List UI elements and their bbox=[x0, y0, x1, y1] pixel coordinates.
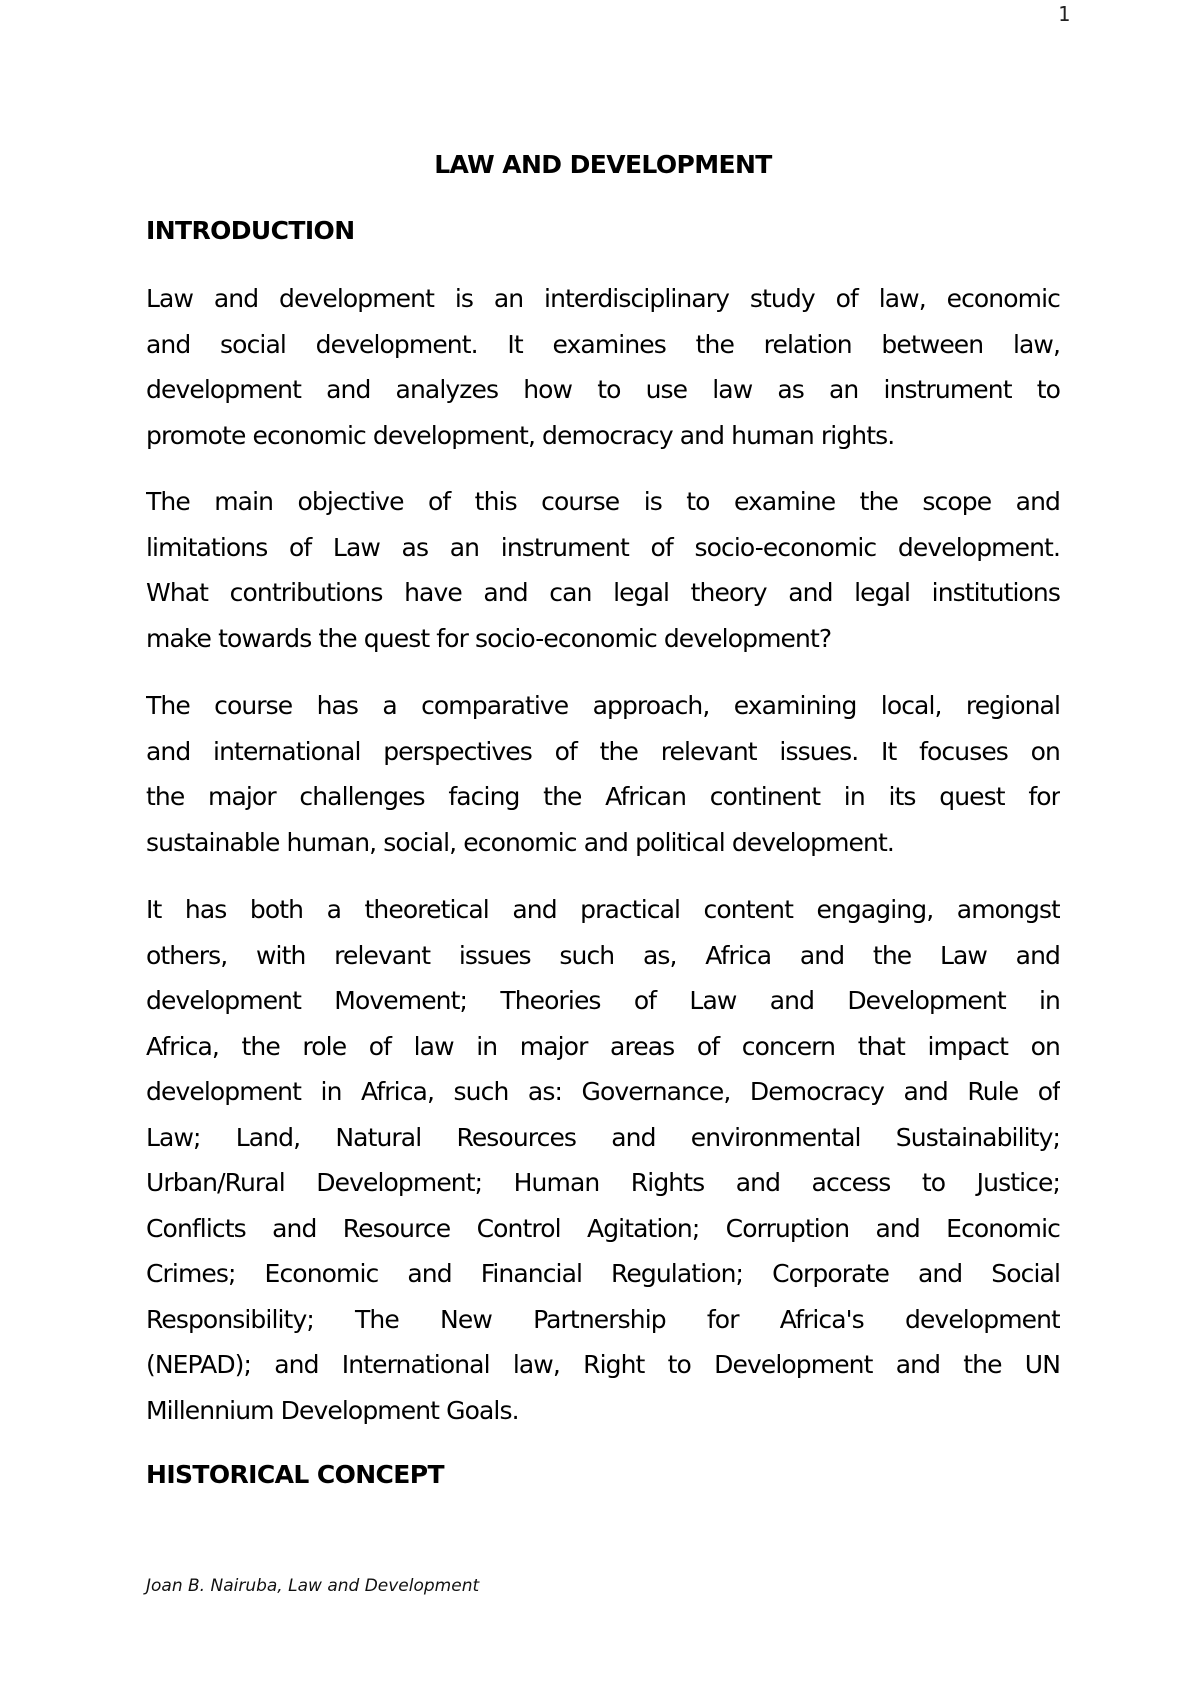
paragraph-line: It has both a theoretical and practical content engaging, amongst bbox=[146, 895, 1060, 924]
document-title: LAW AND DEVELOPMENT bbox=[434, 150, 772, 179]
paragraph-2 bbox=[146, 479, 1060, 661]
paragraph-line: the major challenges facing the African continent in its quest for bbox=[146, 782, 1060, 811]
paragraph-line: Law; Land, Natural Resources and environmental Sustainability; bbox=[146, 1122, 1060, 1152]
paragraph-line: development in Africa, such as: Governance, Democracy and Rule of bbox=[146, 1077, 1060, 1106]
paragraph-line: Conflicts and Resource Control Agitation; Corruption and Economic bbox=[146, 1213, 1060, 1243]
paragraph-line: Responsibility; The New Partnership for Africa's development bbox=[146, 1304, 1060, 1334]
page-number: 1 bbox=[1057, 2, 1070, 26]
section-heading-historical-concept: HISTORICAL CONCEPT bbox=[146, 1460, 444, 1489]
paragraph-line: promote economic development, democracy and human rights. bbox=[146, 420, 895, 450]
paragraph-line: make towards the quest for socio-economic development? bbox=[146, 623, 832, 653]
paragraph-line: development Movement; Theories of Law and Development in bbox=[146, 986, 1060, 1015]
paragraph-line: others, with relevant issues such as, Africa and the Law and bbox=[146, 940, 1060, 970]
paragraph-4 bbox=[146, 887, 1060, 1433]
paragraph-line: and social development. It examines the relation between law, bbox=[146, 329, 1060, 359]
paragraph-line: What contributions have and can legal theory and legal institutions bbox=[146, 578, 1060, 607]
paragraph-line: Crimes; Economic and Financial Regulation; Corporate and Social bbox=[146, 1259, 1060, 1288]
paragraph-line: sustainable human, social, economic and political development. bbox=[146, 827, 894, 857]
paragraph-line: Urban/Rural Development; Human Rights and access to Justice; bbox=[146, 1168, 1060, 1197]
paragraph-3 bbox=[146, 683, 1060, 865]
section-heading-introduction: INTRODUCTION bbox=[146, 216, 355, 245]
paragraph-1 bbox=[146, 276, 1060, 458]
paragraph-line: limitations of Law as an instrument of socio-economic development. bbox=[146, 532, 1060, 562]
paragraph-line: The course has a comparative approach, examining local, regional bbox=[146, 691, 1060, 720]
page-footer: Joan B. Nairuba, Law and Development bbox=[146, 1576, 480, 1596]
paragraph-line: and international perspectives of the relevant issues. It focuses on bbox=[146, 736, 1060, 766]
paragraph-line: development and analyzes how to use law as an instrument to bbox=[146, 375, 1060, 404]
paragraph-line: Law and development is an interdisciplinary study of law, economic bbox=[146, 284, 1060, 313]
paragraph-line: Millennium Development Goals. bbox=[146, 1395, 519, 1425]
paragraph-line: (NEPAD); and International law, Right to Development and the UN bbox=[146, 1350, 1060, 1379]
paragraph-line: The main objective of this course is to examine the scope and bbox=[146, 487, 1060, 516]
paragraph-line: Africa, the role of law in major areas of concern that impact on bbox=[146, 1031, 1060, 1061]
